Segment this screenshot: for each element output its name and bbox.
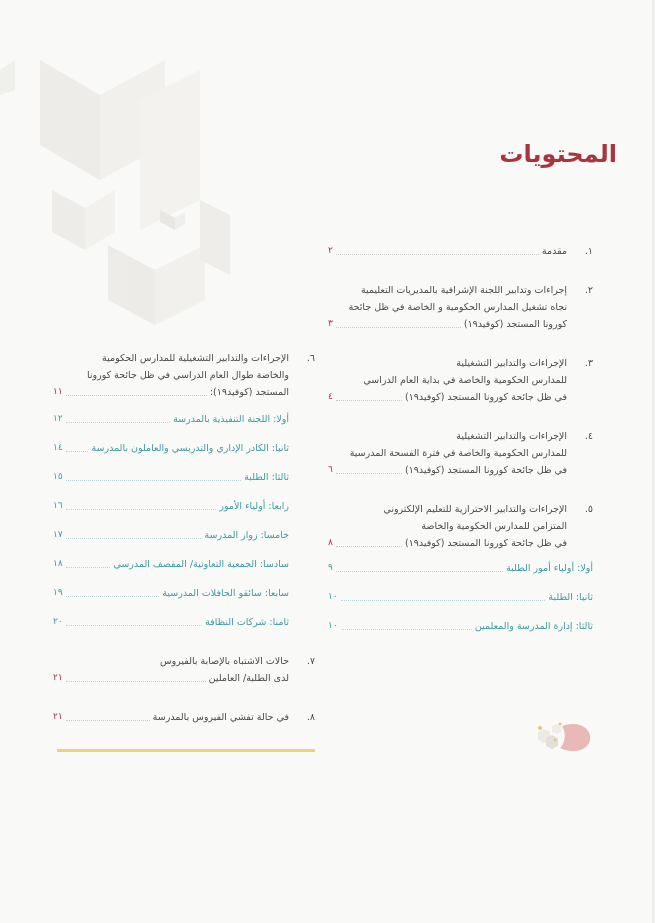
page-number: ٢ — [328, 246, 333, 256]
dot-leader — [66, 595, 160, 597]
page-number: ٨ — [328, 538, 333, 548]
toc-subentry[interactable] — [53, 469, 289, 486]
dot-leader — [66, 479, 241, 481]
page-number: ١٠ — [328, 592, 338, 602]
entry-title-line: الإجراءات والتدابير التشغيلية — [456, 431, 567, 442]
subentry-title: سابعا: سائقو الحافلات المدرسية — [162, 588, 289, 599]
dot-leader — [66, 719, 150, 721]
dot-leader — [66, 566, 111, 568]
page-number: ٩ — [328, 563, 333, 573]
page-number: ٢١ — [53, 712, 63, 722]
entry-title-line: في ظل جائحة كورونا المستجد (كوفيد١٩) — [404, 392, 567, 403]
subentry-title: خامسا: زوار المدرسة — [204, 530, 289, 541]
entry-title-line: كورونا المستجد (كوفيد١٩) — [463, 319, 567, 330]
page-number: ١٥ — [53, 472, 63, 482]
subentry-title: ثامنا: شركات النظافة — [205, 617, 289, 628]
dot-leader — [336, 545, 402, 547]
dot-leader — [336, 399, 402, 401]
entry-number: ١. — [584, 246, 593, 257]
subentry-title: ثانيا: الطلبة — [548, 592, 593, 603]
toc-entry-3[interactable] — [328, 355, 593, 406]
dot-leader — [66, 508, 217, 510]
dot-leader — [66, 537, 202, 539]
entry-title-line: المتزامن للمدارس الحكومية والخاصة — [421, 521, 567, 532]
toc-subentry[interactable] — [53, 411, 289, 428]
page-number: ٦ — [328, 465, 333, 475]
page-number: ١٢ — [53, 414, 63, 424]
page-number: ١٠ — [328, 621, 338, 631]
toc-left-column — [53, 350, 315, 726]
toc-entry-2[interactable] — [328, 282, 593, 333]
entry-number: ٨. — [306, 712, 315, 723]
entry-title-line: للمدارس الحكومية والخاصة في بداية العام الدراسي — [363, 375, 567, 386]
entry-title-line: الإجراءات والتدابير التشغيلية للمدارس الحكومية — [102, 353, 289, 364]
page-number: ٤ — [328, 392, 333, 402]
dot-leader — [66, 624, 202, 626]
entry-title-line: المستجد (كوفيد١٩): — [209, 387, 289, 398]
subentry-title: سادسا: الجمعية التعاونية/ المقصف المدرسي — [113, 559, 289, 570]
page-number: ١٤ — [53, 443, 63, 453]
page-number: ١٩ — [53, 588, 63, 598]
toc-subentry[interactable] — [53, 440, 289, 457]
entry-title-line: لدى الطلبة/ العاملين — [208, 673, 289, 684]
page-number: ٢٠ — [53, 617, 63, 627]
page-number: ٢١ — [53, 673, 63, 683]
subentry-title: ثالثا: الطلبة — [244, 472, 289, 483]
dot-leader — [336, 253, 539, 255]
toc-subentry[interactable] — [53, 498, 289, 515]
entry-number: ٦. — [306, 353, 315, 364]
page-number: ٣ — [328, 319, 333, 329]
toc-subentry[interactable] — [328, 589, 593, 606]
toc-entry-7[interactable] — [53, 653, 315, 687]
entry-title-line: إجراءات وتدابير اللجنة الإشرافية بالمديريات التعليمية — [360, 285, 567, 296]
entry-title-line: للمدارس الحكومية والخاصة في فترة الفسحة المدرسية — [349, 448, 567, 459]
entry-number: ٤. — [584, 431, 593, 442]
toc-subentry[interactable] — [53, 556, 289, 573]
dot-leader — [336, 570, 503, 572]
toc-subentry[interactable] — [53, 614, 289, 631]
entry-number: ٢. — [584, 285, 593, 296]
entry-title-line: الإجراءات والتدابير التشغيلية — [456, 358, 567, 369]
accent-divider — [57, 749, 315, 752]
toc-entry-1[interactable] — [328, 243, 593, 260]
page-title: المحتويات — [499, 140, 617, 168]
decorative-cubes-graphic — [0, 40, 230, 340]
subentry-title: أولا: اللجنة التنفيذية بالمدرسة — [173, 414, 289, 425]
decorative-logo-icon — [530, 718, 592, 754]
entry-title-line: تجاه تشغيل المدارس الحكومية و الخاصة في ظل جائحة — [348, 302, 567, 313]
toc-subentry[interactable] — [53, 527, 289, 544]
entry-title-line: والخاصة طوال العام الدراسي في ظل جائحة كورونا — [87, 370, 289, 381]
page-number: ١٦ — [53, 501, 63, 511]
entry-title-line: في ظل جائحة كورونا المستجد (كوفيد١٩) — [404, 465, 567, 476]
dot-leader — [66, 450, 89, 452]
dot-leader — [336, 326, 461, 328]
entry-number: ٥. — [584, 504, 593, 515]
entry-number: ٧. — [306, 656, 315, 667]
dot-leader — [66, 421, 170, 423]
dot-leader — [66, 394, 207, 396]
entry-title-line: الإجراءات والتدابير الاحترازية للتعليم الإلكتروني — [383, 504, 567, 515]
entry-title-line: في ظل جائحة كورونا المستجد (كوفيد١٩) — [404, 538, 567, 549]
toc-entry-6[interactable] — [53, 350, 315, 401]
entry-number: ٣. — [584, 358, 593, 369]
dot-leader — [66, 680, 206, 682]
page-number: ١٧ — [53, 530, 63, 540]
subentry-title: أولا: أولياء أمور الطلبة — [506, 563, 593, 574]
toc-entry-5[interactable] — [328, 501, 593, 552]
toc-right-column — [328, 243, 593, 635]
page-number: ١٨ — [53, 559, 63, 569]
toc-subentry[interactable] — [53, 585, 289, 602]
toc-entry-8[interactable] — [53, 709, 315, 726]
entry-title: مقدمة — [541, 246, 567, 257]
page-number: ١١ — [53, 387, 63, 397]
subentry-title: رابعا: أولياء الأمور — [219, 501, 289, 512]
toc-entry-4[interactable] — [328, 428, 593, 479]
toc-subentry[interactable] — [328, 560, 593, 577]
dot-leader — [341, 599, 546, 601]
dot-leader — [336, 472, 402, 474]
toc-subentry[interactable] — [328, 618, 593, 635]
entry-title-line: حالات الاشتباه بالإصابة بالفيروس — [160, 656, 289, 667]
entry-title-line: في حالة تفشي الفيروس بالمدرسة — [152, 712, 289, 723]
subentry-title: ثانيا: الكادر الإداري والتدريسي والعاملون بالمدرسة — [91, 443, 289, 454]
dot-leader — [341, 628, 472, 630]
subentry-title: ثالثا: إدارة المدرسة والمعلمين — [474, 621, 593, 632]
